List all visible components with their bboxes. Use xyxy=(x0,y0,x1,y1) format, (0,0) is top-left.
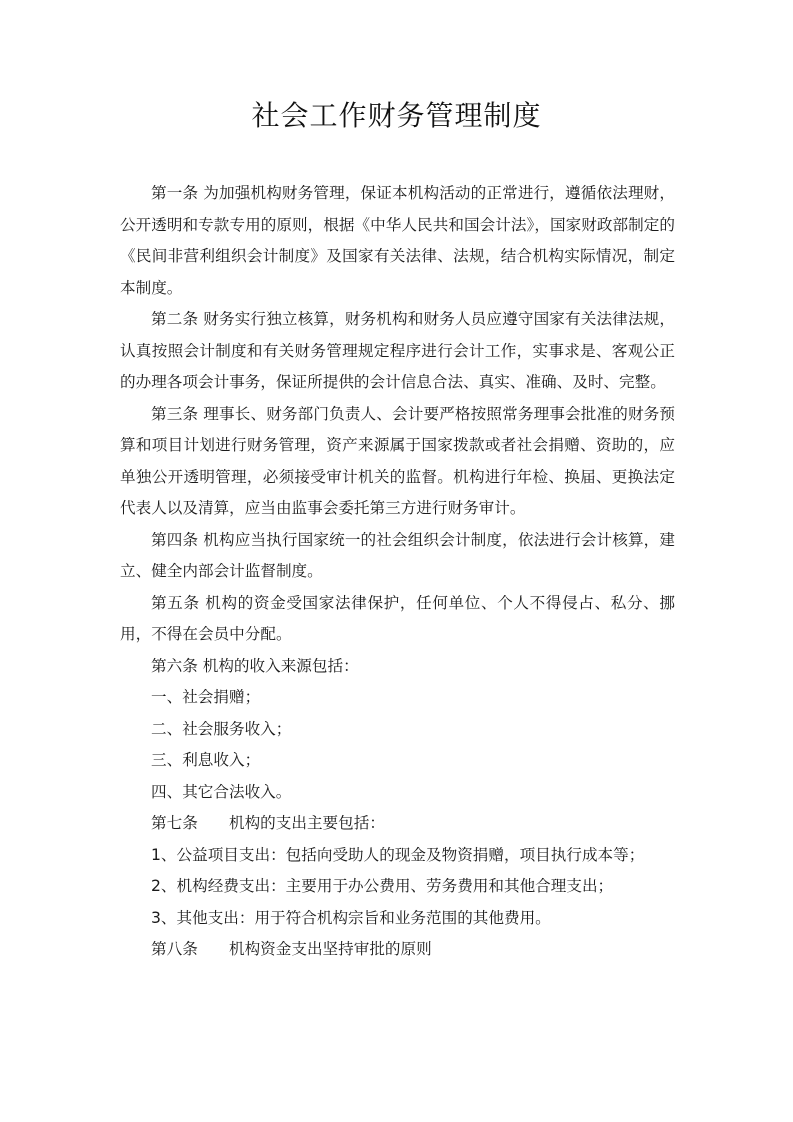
article-6-heading: 第六条 机构的收入来源包括： xyxy=(151,656,359,675)
article-2: 第二条 财务实行独立核算，财务机构和财务人员应遵守国家有关法律法规，认真按照会计制度和有关财务管理规定程序进行会计工作，实事求是、客观公正的办理各项会计事务，保证所提供的会计信息合法、真实、准确、及时、完整。 xyxy=(120,310,675,391)
expense-item-1: 1、公益项目支出：包括向受助人的现金及物资捐赠，项目执行成本等； xyxy=(151,845,645,864)
article-3: 第三条 理事长、财务部门负责人、会计要严格按照常务理事会批准的财务预算和项目计划进行财务管理，资产来源属于国家拨款或者社会捐赠、资助的，应单独公开透明管理，必须接受审计机关的监督。机构进行年检、换届、更换法定代表人以及清算，应当由监事会委托第三方进行财务审计。 xyxy=(120,404,675,517)
income-item-3: 三、利息收入； xyxy=(151,751,261,769)
document-title: 社会工作财务管理制度 xyxy=(251,99,542,132)
article-7-heading: 第七条 机构的支出主要包括： xyxy=(151,814,385,832)
article-1: 第一条 为加强机构财务管理，保证本机构活动的正常进行，遵循依法理财，公开透明和专款专用的原则，根据《中华人民共和国会计法》，国家财政部制定的《民间非营利组织会计制度》及国家有关法律、法规，结合机构实际情况，制定本制度。 xyxy=(120,184,675,297)
article-4: 第四条 机构应当执行国家统一的社会组织会计制度，依法进行会计核算，建立、健全内部会计监督制度。 xyxy=(120,530,675,580)
article-8-heading: 第八条 机构资金支出坚持审批的原则 xyxy=(151,940,432,958)
expense-item-2: 2、机构经费支出：主要用于办公费用、劳务费用和其他合理支出； xyxy=(151,877,614,895)
income-item-2: 二、社会服务收入； xyxy=(151,719,292,738)
income-item-1: 一、社会捐赠； xyxy=(151,688,261,706)
expense-item-3: 3、其他支出：用于符合机构宗旨和业务范围的其他费用。 xyxy=(151,908,551,927)
income-item-4: 四、其它合法收入。 xyxy=(151,782,292,801)
article-5: 第五条 机构的资金受国家法律保护，任何单位、个人不得侵占、私分、挪用，不得在会员中分配。 xyxy=(120,593,675,643)
document-body xyxy=(120,178,675,966)
